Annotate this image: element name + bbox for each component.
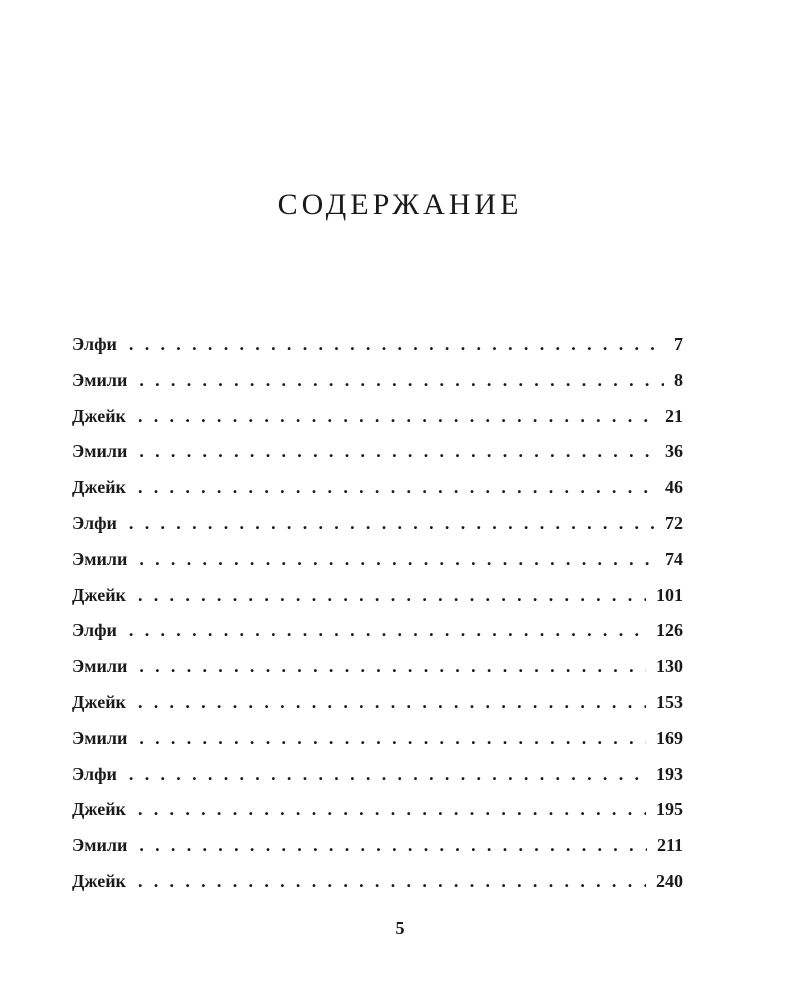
- table-of-contents: [72, 327, 683, 900]
- toc-dot-leader: [138, 399, 655, 435]
- toc-entry-label: Эмили: [72, 369, 128, 390]
- toc-entry[interactable]: [72, 578, 683, 614]
- toc-dot-leader: [138, 578, 646, 614]
- toc-dot-leader: [129, 757, 646, 793]
- toc-entry-label: Джейк: [72, 870, 126, 891]
- toc-entry-page: 72: [665, 512, 683, 533]
- toc-entry[interactable]: [72, 327, 683, 363]
- toc-entry-page: 193: [656, 763, 683, 784]
- toc-dot-leader: [138, 470, 655, 506]
- toc-entry[interactable]: [72, 434, 683, 470]
- toc-entry-label: Элфи: [72, 512, 117, 533]
- toc-entry-label: Элфи: [72, 620, 117, 641]
- toc-entry-label: Элфи: [72, 334, 117, 354]
- toc-entry-page: 126: [656, 620, 683, 641]
- toc-entry[interactable]: [72, 685, 683, 721]
- toc-entry[interactable]: [72, 649, 683, 685]
- toc-entry-label: Эмили: [72, 441, 128, 462]
- toc-dot-leader: [129, 506, 655, 542]
- toc-entry-page: 101: [656, 584, 683, 605]
- toc-entry-label: Эмили: [72, 727, 128, 748]
- toc-entry-page: 211: [656, 835, 683, 856]
- toc-entry[interactable]: [72, 864, 683, 900]
- toc-entry[interactable]: [72, 363, 683, 399]
- toc-entry-page: 195: [656, 799, 683, 820]
- toc-entry-label: Джейк: [72, 584, 126, 605]
- toc-entry-page: 7: [674, 334, 683, 354]
- toc-entry[interactable]: [72, 721, 683, 757]
- toc-dot-leader: [139, 363, 664, 399]
- toc-entry[interactable]: [72, 399, 683, 435]
- toc-entry-label: Джейк: [72, 799, 126, 820]
- toc-dot-leader: [139, 649, 646, 685]
- toc-entry[interactable]: [72, 828, 683, 864]
- toc-dot-leader: [139, 434, 655, 470]
- toc-dot-leader: [129, 327, 664, 363]
- toc-entry-page: 169: [656, 727, 683, 748]
- toc-entry-page: 240: [656, 870, 683, 891]
- toc-entry-page: 74: [665, 548, 683, 569]
- toc-entry[interactable]: [72, 542, 683, 578]
- toc-entry-page: 153: [656, 691, 683, 712]
- toc-entry-page: 8: [674, 369, 683, 390]
- toc-entry-label: Эмили: [72, 835, 128, 856]
- toc-entry[interactable]: [72, 506, 683, 542]
- toc-entry[interactable]: [72, 792, 683, 828]
- toc-entry-page: 21: [665, 405, 683, 426]
- page-title: СОДЕРЖАНИЕ: [277, 188, 523, 222]
- toc-entry-label: Джейк: [72, 691, 126, 712]
- toc-entry[interactable]: [72, 470, 683, 506]
- toc-entry-label: Джейк: [72, 405, 126, 426]
- toc-entry-page: 46: [665, 477, 683, 498]
- toc-entry-page: 130: [656, 656, 683, 677]
- toc-dot-leader: [138, 864, 646, 900]
- page-number: 5: [395, 918, 405, 938]
- toc-entry-label: Эмили: [72, 656, 128, 677]
- toc-dot-leader: [129, 613, 646, 649]
- toc-entry-label: Эмили: [72, 548, 128, 569]
- toc-dot-leader: [138, 685, 646, 721]
- toc-dot-leader: [139, 828, 647, 864]
- toc-entry-label: Элфи: [72, 763, 117, 784]
- toc-dot-leader: [138, 792, 646, 828]
- toc-entry-label: Джейк: [72, 477, 126, 498]
- toc-dot-leader: [139, 721, 646, 757]
- toc-entry-page: 36: [665, 441, 683, 462]
- toc-dot-leader: [139, 542, 655, 578]
- toc-entry[interactable]: [72, 613, 683, 649]
- toc-entry[interactable]: [72, 757, 683, 793]
